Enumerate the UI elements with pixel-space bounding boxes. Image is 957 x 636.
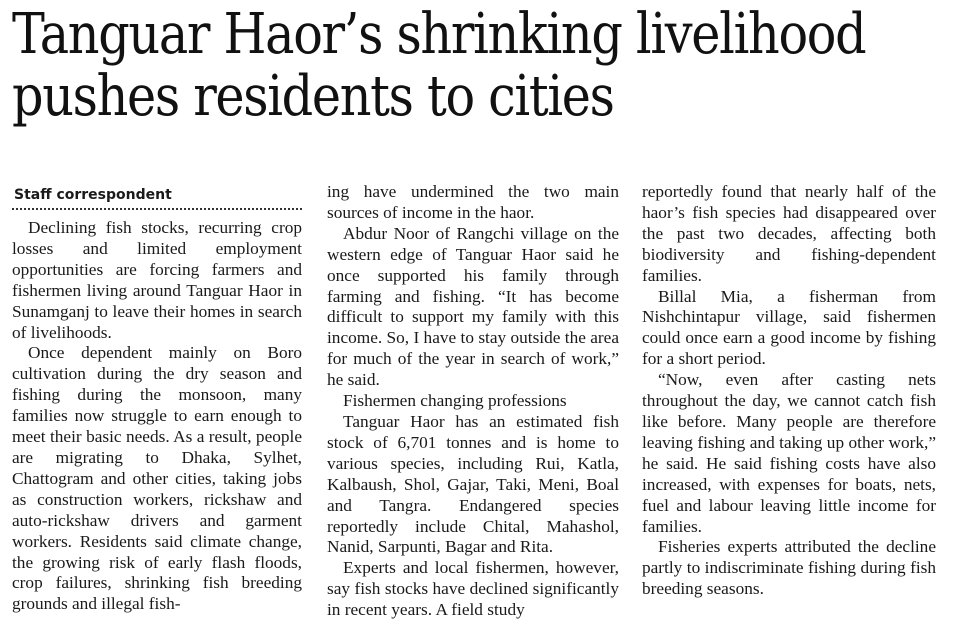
paragraph: Fisheries experts attributed the decline partly to indiscriminate fishing during fish breeding seasons. (642, 537, 936, 599)
paragraph: Tanguar Haor has an estimated fish stock of 6,701 tonnes and is home to various species, including Rui, Katla, Kalbaush, Shol, Gajar, Taki, Meni, Boal and Tangra. Endangered species reportedly include Chital, Mahashol, Nanid, Sarpunti, Bagar and Rita. (327, 411, 619, 557)
paragraph: Declining fish stocks, recurring crop losses and limited employment opportunities are forcing farmers and fishermen living around Tanguar Haor in Sunamganj to leave their homes in search of livelihoods. (12, 218, 302, 342)
paragraph: “Now, even after casting nets throughout the day, we cannot catch fish like before. Many people are therefore leaving fishing and taking up other work,” he said. He said fishing costs have also increased, with expenses for boats, nets, fuel and labour leaving little income for families. (642, 370, 936, 536)
subheading: Fishermen changing professions (343, 391, 567, 411)
article-column-1 (12, 186, 302, 615)
paragraph: Abdur Noor of Rangchi village on the western edge of Tanguar Haor said he once supported his family through farming and fishing. “It has become difficult to support my family with this income. So, I have to stay outside the area for much of the year in search of work,” he said. (327, 223, 619, 390)
headline-line-2: pushes residents to cities (12, 64, 614, 129)
paragraph: Once dependent mainly on Boro cultivation during the dry season and fishing during the monsoon, many families now struggle to earn enough to meet their basic needs. As a result, people are migrating to Dhaka, Sylhet, Chattogram and other cities, taking jobs as construction workers, rickshaw and auto-rickshaw drivers and garment workers. Residents said climate change, the growing risk of early flash floods, crop failures, shrinking fish breeding grounds and illegal fish- (12, 343, 302, 614)
paragraph: Billal Mia, a fisherman from Nishchintapur village, said fishermen could once earn a good income by fishing for a short period. (642, 286, 936, 369)
article-column-2 (327, 182, 619, 621)
headline-line-1: Tanguar Haor’s shrinking livelihood (12, 2, 866, 67)
article-column-3 (642, 182, 936, 600)
byline: Staff correspondent (12, 186, 302, 210)
headline (12, 4, 954, 128)
paragraph: Experts and local fishermen, however, say fish stocks have declined significantly in recent years. A field study (327, 558, 619, 620)
paragraph: ing have undermined the two main sources of income in the haor. (327, 182, 619, 222)
paragraph: reportedly found that nearly half of the haor’s fish species had disappeared over the past two decades, affecting both biodiversity and fishing-dependent families. (642, 182, 936, 285)
